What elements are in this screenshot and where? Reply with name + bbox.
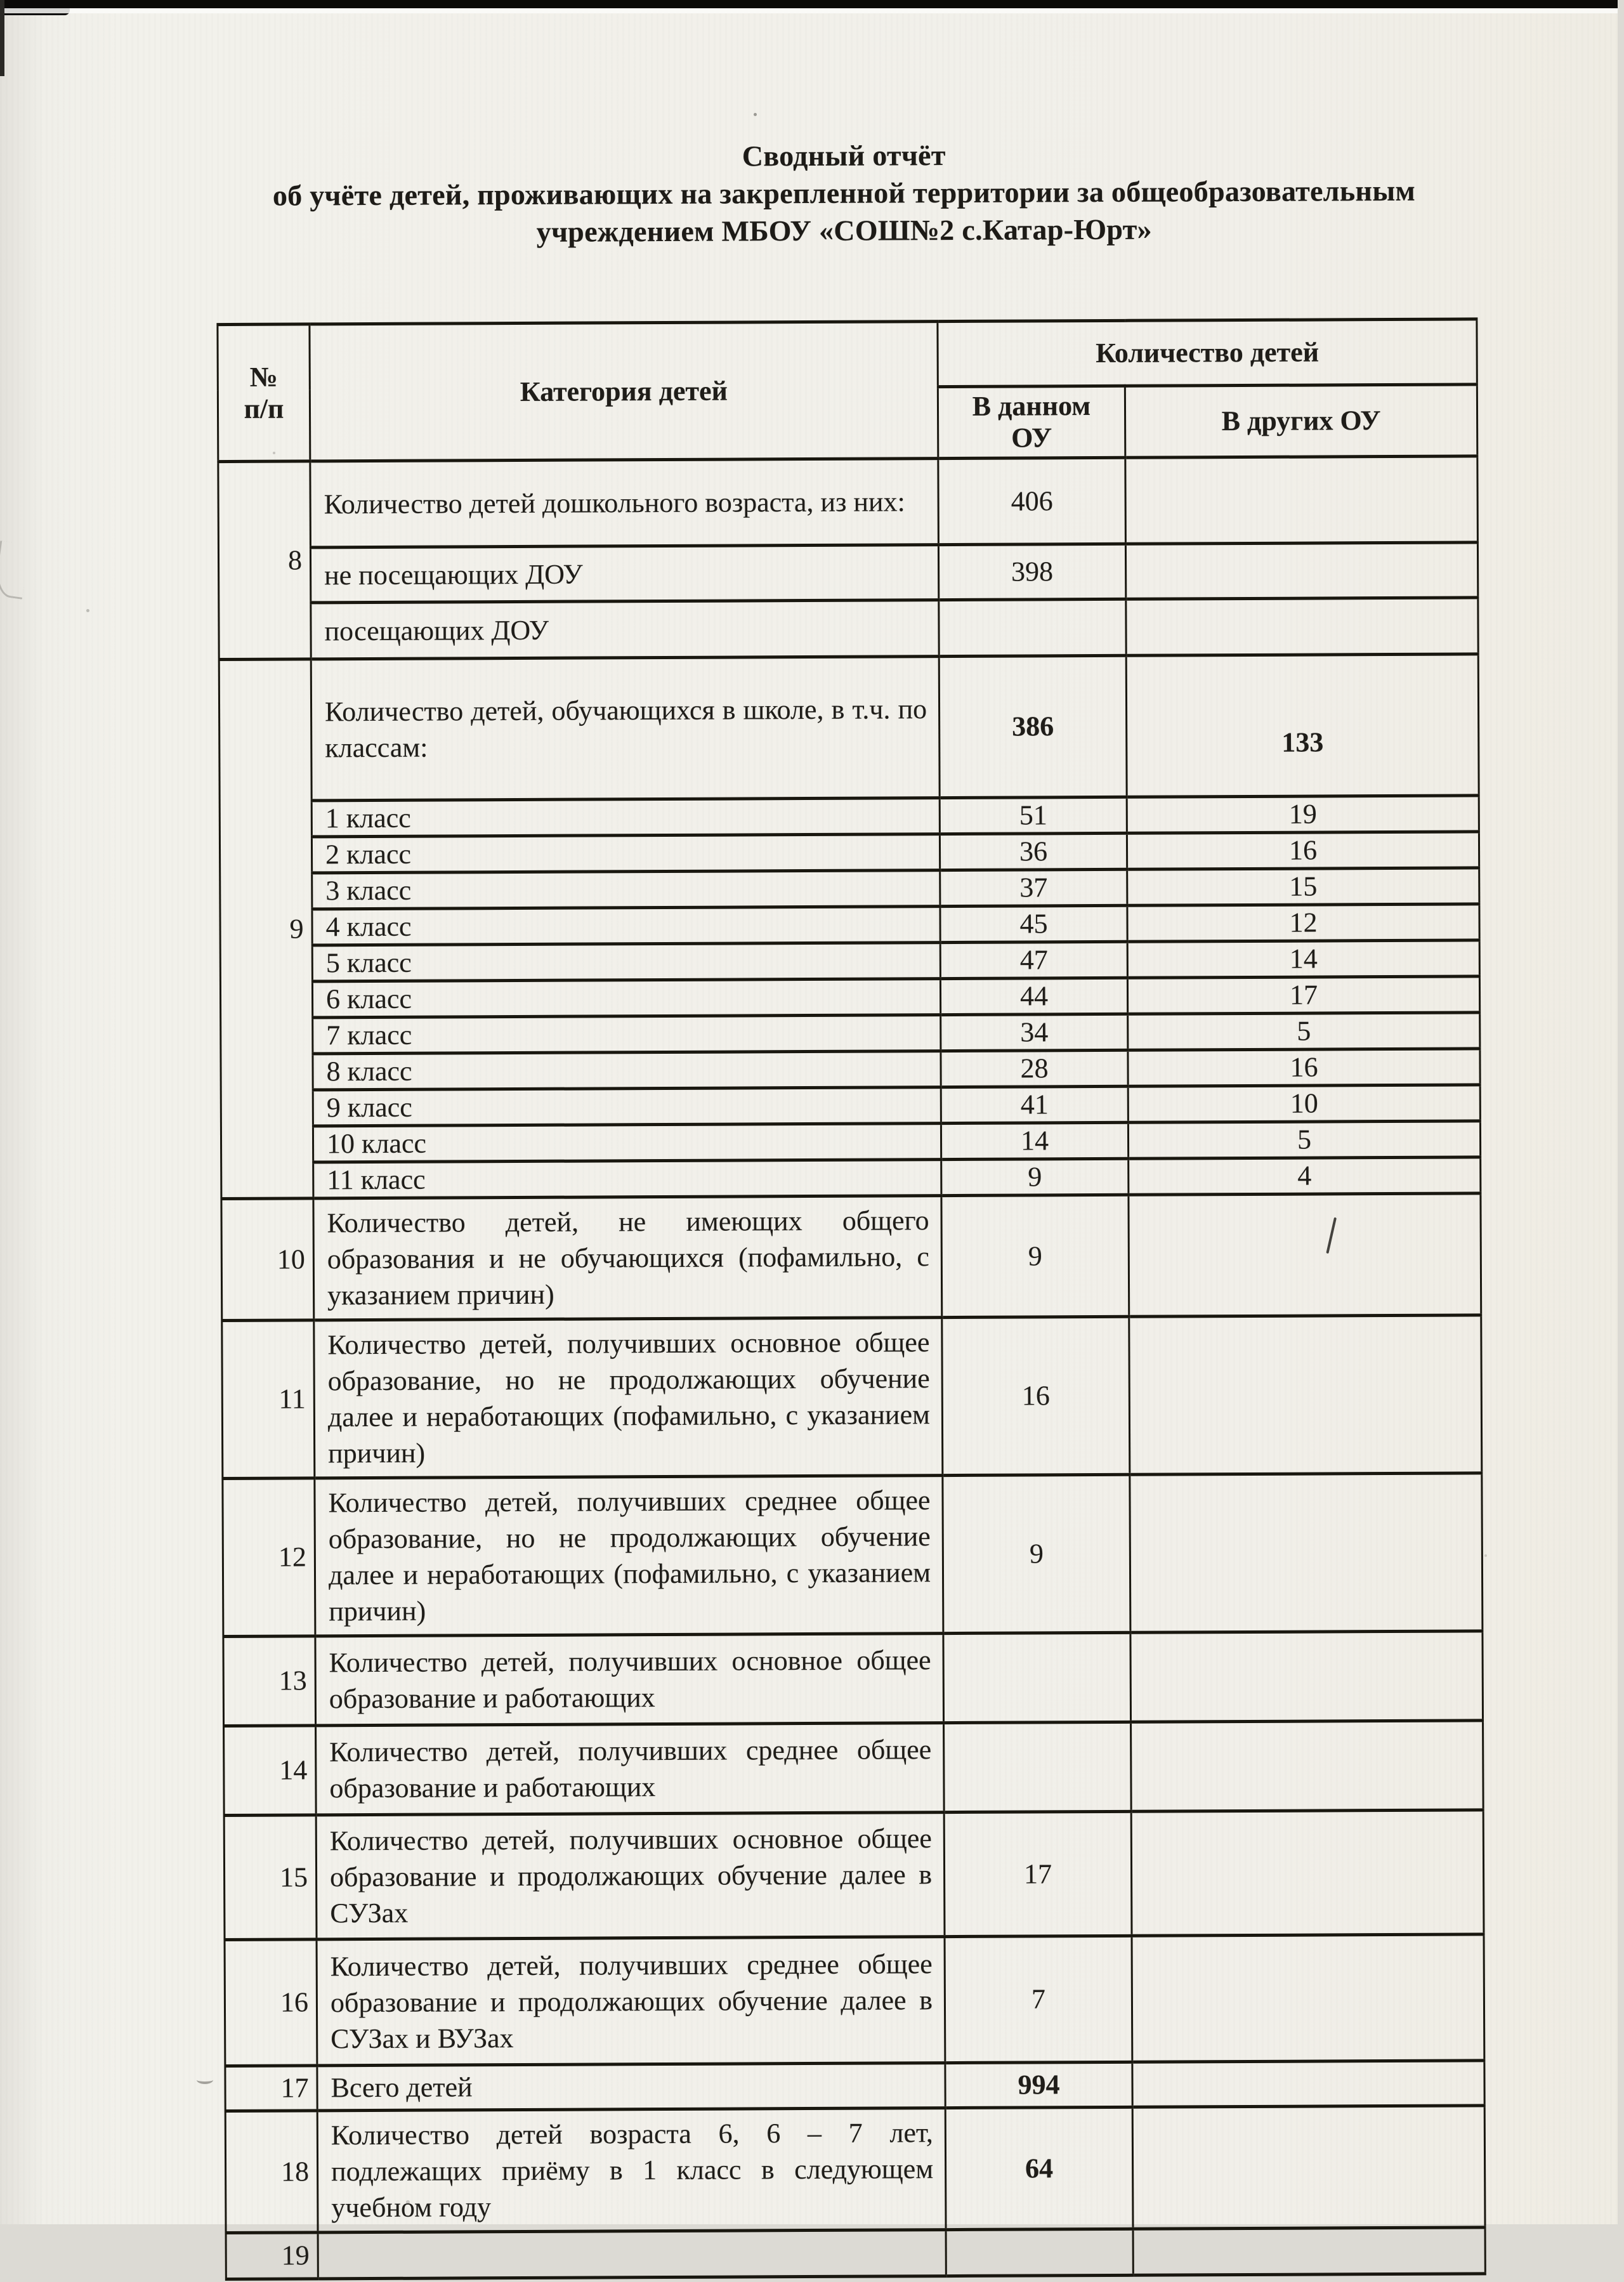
row-number-cell: 11 [222,1320,315,1479]
count-this-ou-cell: 7 [945,1936,1132,2062]
count-this-ou-cell: 41 [941,1086,1128,1123]
count-this-ou-cell: 9 [941,1158,1129,1195]
count-other-ou-cell: 16 [1127,832,1479,869]
category-cell: 6 класс [312,979,940,1018]
count-other-ou-cell [1129,1315,1482,1474]
count-other-ou-cell: 17 [1127,976,1479,1014]
count-this-ou-cell: 386 [939,655,1127,797]
row-number-cell: 16 [225,1939,317,2066]
table-row-class-11 [221,1157,1481,1199]
category-cell: 4 класс [312,907,940,945]
count-this-ou-cell [943,1632,1131,1722]
count-this-ou-cell [946,2229,1133,2276]
header-num-line1: № [249,361,278,393]
count-this-ou-cell: 9 [943,1474,1130,1633]
count-other-ou-cell: 4 [1129,1157,1481,1195]
children-report-table [216,317,1486,2281]
category-cell: Количество детей, получивших основное общее образование, но не продолжающих обучение далее и неработающих (пофамильно, с указанием причин) [314,1318,943,1478]
document-title [213,134,1476,252]
table-row-class-6 [220,976,1479,1018]
table-row-8-preschool [218,456,1478,548]
count-other-ou-cell: 5 [1128,1121,1480,1158]
count-other-ou-cell: 15 [1127,868,1479,905]
header-num-cell [218,324,310,462]
count-this-ou-cell: 37 [940,869,1127,906]
category-cell: Количество детей, получивших основное общее образование и продолжающих обучение далее в СУЗах [316,1813,945,1939]
category-cell: не посещающих ДОУ [310,545,938,603]
count-other-ou-cell: 12 [1127,904,1479,941]
category-cell [318,2230,946,2279]
table-row-10 [221,1193,1481,1321]
table-row-16 [225,1934,1484,2066]
table-row-17-total [225,2061,1484,2111]
count-other-ou-cell [1131,1721,1484,1811]
count-this-ou-cell: 28 [941,1050,1128,1087]
row-number-cell: 9 [219,659,313,1199]
count-other-ou-cell [1131,1810,1484,1936]
category-cell: Количество детей, получивших среднее общее образование и работающих [316,1723,945,1815]
row-number-cell: 18 [225,2111,318,2233]
row-number-cell: 15 [224,1815,317,1940]
table-row-19-empty [226,2227,1485,2279]
count-other-ou-cell: 14 [1127,940,1479,978]
row-number-cell: 17 [225,2066,317,2111]
count-other-ou-cell: 19 [1127,796,1479,833]
count-this-ou-cell: 45 [940,905,1127,942]
count-other-ou-cell [1130,1631,1483,1722]
category-cell: 10 класс [313,1124,941,1162]
row-number-cell: 14 [224,1726,317,1816]
category-cell: Всего детей [317,2063,945,2111]
header-num-line2: п/п [244,393,284,424]
count-other-ou-cell [1133,2227,1485,2275]
count-this-ou-cell: 398 [938,544,1125,600]
table-row-8-attending-dou [219,598,1478,660]
row-number-cell: 13 [223,1636,316,1726]
category-cell: Количество детей, получивших среднее общее образование, но не продолжающих обучение далее и неработающих (пофамильно, с указанием причин) [315,1476,943,1636]
count-other-ou-cell: 10 [1128,1085,1480,1122]
table-row-11 [222,1315,1482,1479]
count-other-ou-cell: 5 [1128,1013,1480,1050]
category-cell: Количество детей, получивших основное общее образование и работающих [315,1634,944,1726]
table-row-class-10 [221,1121,1480,1163]
table-header-row-top [218,319,1477,390]
row-number-cell: 12 [223,1478,315,1637]
category-cell: 1 класс [311,798,940,837]
count-other-ou-cell [1132,1934,1484,2062]
count-this-ou-cell: 17 [944,1811,1132,1936]
category-cell: 11 класс [313,1160,941,1198]
count-this-ou-cell: 44 [940,978,1127,1014]
row-number-cell: 19 [226,2233,318,2279]
count-other-ou-cell [1132,2106,1485,2229]
header-count-group-cell: Количество детей [938,319,1477,387]
row-number-cell: 10 [221,1198,314,1321]
table-row-class-1 [219,796,1479,837]
count-this-ou-cell: 16 [942,1316,1130,1475]
table-row-class-8 [221,1049,1480,1091]
count-this-ou-cell [944,1722,1132,1812]
category-cell: Количество детей, не имеющих общего образования и не обучающихся (пофамильно, с указанием причин) [313,1196,942,1320]
category-cell: Количество детей возраста 6, 6 – 7 лет, подлежащих приёму в 1 класс в следующем учебном году [317,2108,946,2233]
count-this-ou-cell: 51 [940,797,1127,834]
count-this-ou-cell: 34 [941,1014,1128,1051]
count-other-ou-cell [1130,1473,1483,1632]
table-row-12 [223,1473,1483,1637]
category-cell: 2 класс [311,834,940,873]
category-cell: 5 класс [312,943,940,981]
count-other-ou-cell [1125,542,1477,599]
count-this-ou-cell: 9 [941,1195,1129,1317]
header-category-cell: Категория детей [310,322,938,461]
category-cell: Количество детей, обучающихся в школе, в т.ч. по классам: [311,657,940,801]
count-this-ou-cell: 36 [940,833,1127,870]
table-row-14 [224,1721,1484,1816]
table-row-15 [224,1810,1484,1940]
header-this-ou-cell [938,386,1125,458]
row-number-cell: 8 [218,461,311,660]
count-this-ou-cell: 64 [945,2107,1133,2229]
count-this-ou-cell: 14 [941,1122,1128,1159]
category-cell: Количество детей дошкольного возраста, из них: [310,459,939,548]
table-row-9-school-total [219,654,1479,801]
table-row-class-4 [220,904,1479,946]
table-row-class-3 [220,868,1479,910]
count-this-ou-cell: 994 [945,2062,1132,2108]
category-cell: 8 класс [313,1051,941,1090]
category-cell: посещающих ДОУ [311,600,939,659]
count-this-ou-cell: 47 [940,941,1127,978]
category-cell: 9 класс [313,1087,941,1126]
count-this-ou-cell [939,599,1126,656]
count-other-ou-cell [1129,1193,1481,1316]
table-row-class-5 [220,940,1479,982]
table-row-class-2 [219,832,1479,874]
category-cell: Количество детей, получивших среднее общее образование и продолжающих обучение далее в СУЗах и ВУЗах [317,1937,945,2066]
table-row-class-7 [221,1013,1480,1054]
count-other-ou-cell [1126,598,1478,655]
table-row-18 [225,2106,1485,2233]
count-other-ou-cell: 16 [1128,1049,1480,1086]
count-other-ou-cell [1132,2061,1484,2107]
count-this-ou-cell: 406 [938,457,1126,544]
title-line-3: учреждением МБОУ «СОШ№2 с.Катар-Юрт» [536,213,1152,248]
title-line-1: Сводный отчёт [742,139,946,173]
category-cell: 7 класс [313,1015,941,1054]
table-row-class-9 [221,1085,1480,1127]
table-row-13 [223,1631,1483,1726]
table-row-8-not-attending-dou [218,542,1477,603]
count-other-ou-cell: 133 [1126,654,1479,797]
category-cell: 3 класс [312,870,940,909]
header-this-ou-label: В данном ОУ [972,390,1091,454]
count-other-ou-cell [1125,456,1478,544]
title-line-2: об учёте детей, проживающих на закрепленной территории за общеобразовательным [272,174,1416,212]
header-other-ou-cell: В других ОУ [1125,384,1477,457]
